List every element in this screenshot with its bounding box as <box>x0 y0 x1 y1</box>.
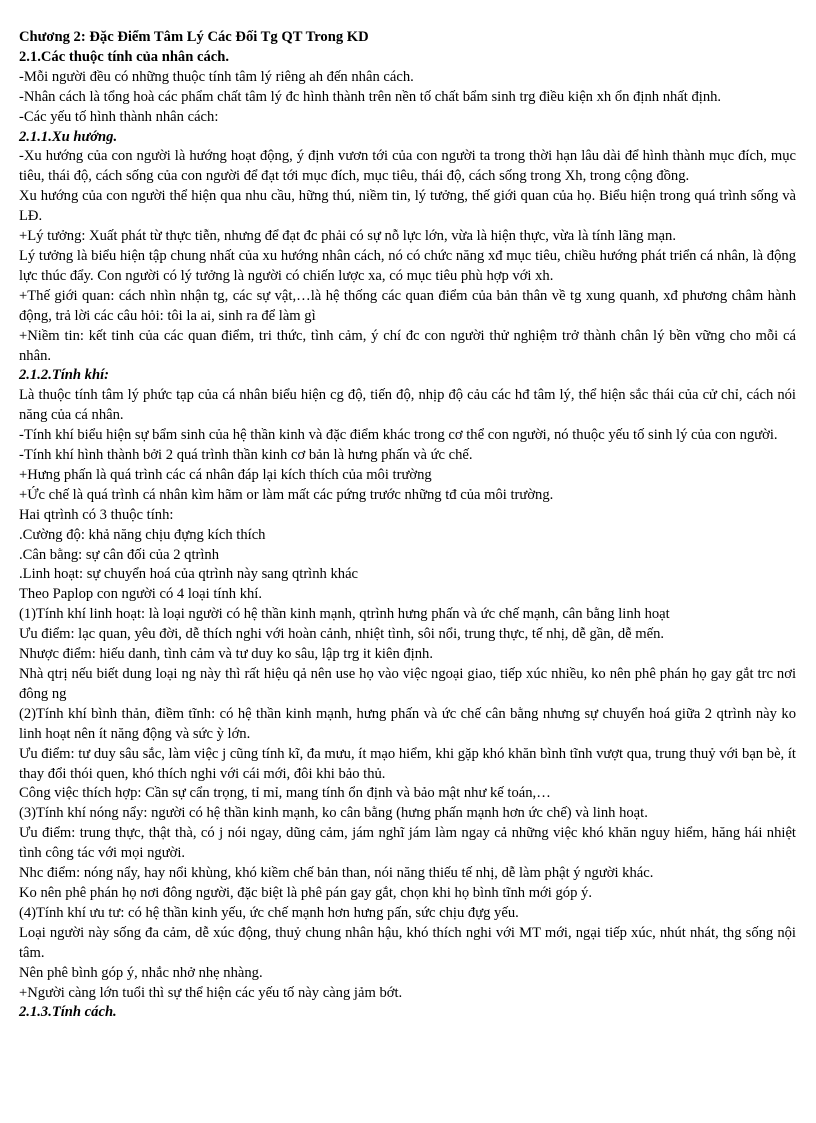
paragraph: Lý tưởng là biểu hiện tập chung nhất của xu hướng nhân cách, nó có chức năng xđ mục tiêu, chiều hướng phát triển cá nhân, là động lực thúc đẩy. Con người có lý tưởng là người có chiến lược xa, có mục tiêu phù hợp với xh. <box>19 247 796 284</box>
paragraph: Nên phê bình góp ý, nhắc nhở nhẹ nhàng. <box>19 964 263 981</box>
paragraph: Loại người này sống đa cảm, dễ xúc động, thuỷ chung nhân hậu, khó thích nghi với MT mới, ngại tiếp xúc, nhút nhát, thg sống nội tâm. <box>19 924 796 961</box>
paragraph: .Cân bằng: sự cân đối của 2 qtrình <box>19 546 220 563</box>
paragraph: (2)Tính khí bình thản, điềm tĩnh: có hệ thần kinh mạnh, hưng phấn và ức chế cân bằng nhưng sự chuyển hoá giữa 2 qtrình này ko linh hoạt nên ít năng động và sức ỳ lớn. <box>19 705 796 742</box>
paragraph: -Nhân cách là tổng hoà các phẩm chất tâm lý đc hình thành trên nền tố chất bẩm sinh trg điều kiện xh ổn định nhất định. <box>19 88 722 105</box>
paragraph: +Thế giới quan: cách nhìn nhận tg, các sự vật,…là hệ thống các quan điểm của bản thân về tg xung quanh, xđ phương châm hành động, trả lời các câu hỏi: tôi la ai, sinh ra để làm gì <box>19 287 796 324</box>
paragraph: (4)Tính khí ưu tư: có hệ thần kinh yếu, ức chế mạnh hơn hưng pấn, sức chịu đựg yếu. <box>19 904 519 921</box>
paragraph: (1)Tính khí linh hoạt: là loại người có hệ thần kinh mạnh, qtrình hưng phấn và ức chế mạnh, cân bằng linh hoạt <box>19 606 670 623</box>
paragraph: .Cường độ: khả năng chịu đựng kích thích <box>19 526 266 543</box>
paragraph: Nhà qtrị nếu biết dung loại ng này thì rất hiệu qả nên use họ vào việc ngoại giao, tiếp xúc nhiều, ko nên phê phán họ gay gắt trc nơi đông ng <box>19 666 796 702</box>
paragraph: +Ức chế là quá trình cá nhân kìm hãm or làm mất các pứng trước những tđ của môi trường. <box>19 486 554 503</box>
paragraph: Nhc điểm: nóng nẩy, hay nổi khùng, khó kiềm chế bản than, nói năng thiếu tế nhị, dễ làm phật ý người khác. <box>19 865 654 882</box>
paragraph: -Tính khí hình thành bởi 2 quá trình thần kinh cơ bản là hưng phấn và ức chế. <box>19 447 473 464</box>
section-heading: 2.1.Các thuộc tính của nhân cách. <box>19 48 230 65</box>
paragraph: Là thuộc tính tâm lý phức tạp của cá nhân biểu hiện cg độ, tiến độ, nhịp độ cảu các hđ tâm lý, thể hiện sắc thái của cử chỉ, cách nói năng của cá nhân. <box>19 387 796 424</box>
paragraph: Ưu điểm: lạc quan, yêu đời, dễ thích nghi với hoàn cảnh, nhiệt tình, sôi nổi, trung thực, tế nhị, dễ gần, dễ mến. <box>19 626 665 643</box>
paragraph: -Xu hướng của con người là hướng hoạt động, ý định vươn tới của con người ta trong thời hạn lâu dài để hình thành mục đích, mục tiêu, thái độ, cách sống của con người để đạt tới mục đích, mục tiêu, thái độ, cách sống trong Xh, trong cộng đồng. <box>19 148 796 185</box>
paragraph: .Linh hoạt: sự chuyển hoá của qtrình này sang qtrình khác <box>19 566 359 583</box>
paragraph: -Tính khí biểu hiện sự bẩm sinh của hệ thần kinh và đặc điểm khác trong cơ thể con người, nó thuộc yếu tố sinh lý của con người. <box>19 427 778 444</box>
paragraph: +Niềm tin: kết tinh của các quan điểm, tri thức, tình cảm, ý chí đc con người thử nghiệm trở thành chân lý bền vững cho mỗi cá nhân. <box>19 327 796 364</box>
paragraph: +Hưng phấn là quá trình các cá nhân đáp lại kích thích của môi trường <box>19 466 432 483</box>
paragraph: Nhược điểm: hiếu danh, tình cảm và tư duy ko sâu, lập trg it kiên định. <box>19 646 433 663</box>
paragraph: Xu hướng của con người thể hiện qua nhu cầu, hững thú, niềm tin, lý tưởng, thế giới quan của họ. Biểu hiện trong quá trình sống và LĐ. <box>19 188 796 225</box>
chapter-title: Chương 2: Đặc Điểm Tâm Lý Các Đối Tg QT Trong KD <box>19 29 369 45</box>
paragraph: Ưu điểm: tư duy sâu sắc, làm việc j cũng tính kĩ, đa mưu, ít mạo hiểm, khi gặp khó khăn bình tĩnh vượt qua, trung thuỷ với bạn bè, ít thay đổi thói quen, khó thích nghi với cái mới, đôi khi bảo thủ. <box>19 745 796 782</box>
paragraph: -Các yếu tố hình thành nhân cách: <box>19 108 219 125</box>
paragraph: -Mỗi người đều có những thuộc tính tâm lý riêng ah đến nhân cách. <box>19 68 414 85</box>
paragraph: (3)Tính khí nóng nẩy: người có hệ thần kinh mạnh, ko cân bằng (hưng phấn mạnh hơn ức chế) và linh hoạt. <box>19 805 648 822</box>
paragraph: Theo Paplop con người có 4 loại tính khí. <box>19 586 263 603</box>
subsection-heading: 2.1.1.Xu hướng. <box>19 128 118 145</box>
paragraph: Ko nên phê phán họ nơi đông người, đặc biệt là phê pán gay gắt, chọn khi họ bình tĩnh mới góp ý. <box>19 884 592 901</box>
paragraph: Ưu điểm: trung thực, thật thà, có j nói ngay, dũng cảm, jám nghĩ jám làm ngay cả những việc khó khăn nguy hiểm, hăng hái nhiệt tình công tác với mọi người. <box>19 825 796 862</box>
subsection-heading: 2.1.3.Tính cách. <box>19 1004 117 1021</box>
paragraph: +Người càng lớn tuổi thì sự thể hiện các yếu tố này càng jảm bớt. <box>19 984 403 1001</box>
paragraph: Công việc thích hợp: Cần sự cẩn trọng, tỉ mỉ, mang tính ổn định và bảo mật như kế toán,… <box>19 785 551 802</box>
paragraph: Hai qtrình có 3 thuộc tính: <box>19 506 174 523</box>
paragraph: +Lý tưởng: Xuất phát từ thực tiễn, nhưng để đạt đc phải có sự nỗ lực lớn, vừa là hiện thực, vừa là tính lãng mạn. <box>19 228 676 245</box>
subsection-heading: 2.1.2.Tính khí: <box>19 367 110 384</box>
